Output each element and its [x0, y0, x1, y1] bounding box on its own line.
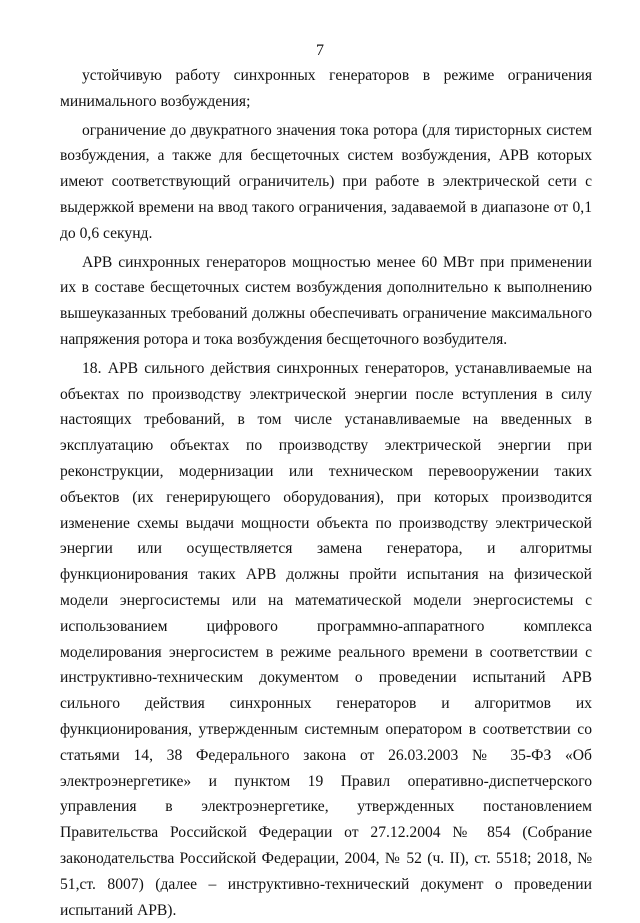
paragraph-brushless-requirements: АРВ синхронных генераторов мощностью менее 60 МВт при применении их в составе бесщеточных систем возбуждения дополнительно к выполнению вышеуказанных требований должны обеспечивать ограничение максимального напряжения ротора и тока возбуждения бесщеточного возбудителя. — [60, 253, 592, 348]
paragraph-item-18: 18. АРВ сильного действия синхронных генераторов, устанавливаемые на объектах по производству электрической энергии после вступления в силу настоящих требований, в том числе устанавливаемые на введенных в эксплуатацию объектах по производству электрической энергии при реконструкции, модернизации или техническом перевооружении таких объектов (их генерирующего оборудования), при которых производится изменение схемы выдачи мощности объекта по производству электрической энергии или осуществляется замена генератора, и алгоритмы функционирования таких АРВ должны пройти испытания на физической модели энергосистемы или на математической модели энергосистемы с использованием цифрового программно-аппаратного комплекса моделирования энергосистем в режиме реального времени в соответствии с инструктивно-техническим документом о проведении испытаний АРВ сильного действия синхронных генераторов и алгоритмов их функционирования, утвержденным системным оператором в соответствии со статьями 14, 38 Федерального закона от 26.03.2003 № 35-ФЗ «Об электроэнергетике» и пунктом 19 Правил оперативно-диспетчерского управления в электроэнергетике, утвержденных постановлением Правительства Российской Федерации от 27.12.2004 № 854 (Собрание законодательства Российской Федерации, 2004, № 52 (ч. II), ст. 5518; 2018, № 51,ст. 8007) (далее – инструктивно-технический документ о проведении испытаний АРВ). — [60, 359, 592, 919]
page-number: 7 — [316, 42, 324, 59]
document-body — [60, 63, 592, 923]
paragraph-rotor-current-limit: ограничение до двукратного значения тока ротора (для тиристорных систем возбуждения, а также для бесщеточных систем возбуждения, АРВ которых имеют соответствующий ограничитель) при работе в электрической сети с выдержкой времени на ввод такого ограничения, задаваемой в диапазоне от 0,1 до 0,6 секунд. — [60, 121, 592, 242]
paragraph-excitation-limit: устойчивую работу синхронных генераторов в режиме ограничения минимального возбуждения; — [60, 67, 592, 110]
